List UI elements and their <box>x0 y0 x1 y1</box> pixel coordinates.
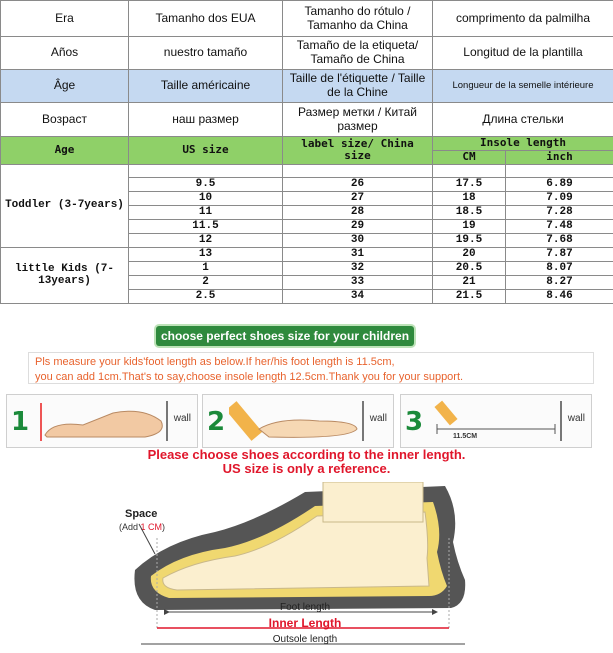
instruction-line-2: you can add 1cm.That's to say,choose insole length 12.5cm.Thank you for your support. <box>35 371 464 383</box>
cell-inch: 8.46 <box>506 289 613 303</box>
header-row-portuguese <box>1 1 613 37</box>
add-label-value: 1 CM <box>140 522 163 532</box>
cell-cm: 20.5 <box>433 261 506 275</box>
header-label-size-en: label size/ China size <box>283 137 433 165</box>
cell-cm: 21 <box>433 275 506 289</box>
cell-us-size: 1 <box>129 261 283 275</box>
cell-us-size: 13 <box>129 247 283 261</box>
inner-length-notice <box>0 448 613 476</box>
header-label-size-es: Tamaño de la etiqueta/ Tamaño de China <box>283 37 433 70</box>
cell-us-size: 2.5 <box>129 289 283 303</box>
cell-china-size: 26 <box>283 177 433 191</box>
cell-cm: 18 <box>433 191 506 205</box>
add-label-prefix: (Add <box>119 522 141 532</box>
header-row-french <box>1 70 613 103</box>
table-row <box>1 247 613 261</box>
cell-cm: 21.5 <box>433 289 506 303</box>
header-age-ru: Возраст <box>1 103 129 137</box>
space-label: Space <box>125 508 158 520</box>
cell-inch: 8.27 <box>506 275 613 289</box>
group-little-kids: little Kids (7-13years) <box>1 247 129 303</box>
header-label-size-ru: Размер метки / Китай размер <box>283 103 433 137</box>
step-2 <box>202 394 394 448</box>
step-1 <box>6 394 198 448</box>
cell-china-size: 34 <box>283 289 433 303</box>
group-toddler: Toddler (3-7years) <box>1 164 129 247</box>
step-number: 2 <box>207 407 226 437</box>
header-age-pt: Era <box>1 1 129 37</box>
header-age-es: Años <box>1 37 129 70</box>
cell-cm: 17.5 <box>433 177 506 191</box>
header-insole-pt: comprimento da palmilha <box>433 1 613 37</box>
cell-us-size: 11.5 <box>129 219 283 233</box>
header-row-spanish <box>1 37 613 70</box>
cell-inch: 7.68 <box>506 233 613 247</box>
cell-china-size: 27 <box>283 191 433 205</box>
cell-cm: 19 <box>433 219 506 233</box>
cell-cm: 19.5 <box>433 233 506 247</box>
foot-on-paper-icon <box>33 399 173 443</box>
cell-china-size: 28 <box>283 205 433 219</box>
header-us-size-en: US size <box>129 137 283 165</box>
header-age-fr: Âge <box>1 70 129 103</box>
header-us-size-fr: Taille américaine <box>129 70 283 103</box>
header-us-size-pt: Tamanho dos EUA <box>129 1 283 37</box>
header-insole-es: Longitud de la plantilla <box>433 37 613 70</box>
header-row-english <box>1 137 613 151</box>
cell-china-size: 33 <box>283 275 433 289</box>
cell-inch: 6.89 <box>506 177 613 191</box>
header-unit-inch: inch <box>506 151 613 165</box>
cell-us-size: 11 <box>129 205 283 219</box>
add-label-suffix: ) <box>162 522 166 532</box>
inner-length-label: Inner Length <box>268 616 342 630</box>
notice-line-2: US size is only a reference. <box>222 461 391 476</box>
notice-line-1: Please choose shoes according to the inner length. <box>147 447 466 462</box>
cell-us-size: 12 <box>129 233 283 247</box>
cell-china-size: 32 <box>283 261 433 275</box>
cell-cm: 20 <box>433 247 506 261</box>
cell-china-size: 31 <box>283 247 433 261</box>
header-insole-ru: Длина стельки <box>433 103 613 137</box>
ruler-mark-label: 11.5CM <box>453 433 478 440</box>
header-label-size-pt: Tamanho do rótulo / Tamanho da China <box>283 1 433 37</box>
header-age-en: Age <box>1 137 129 165</box>
size-guide-panel <box>0 322 613 653</box>
header-us-size-ru: наш размер <box>129 103 283 137</box>
shoe-diagram <box>95 482 515 653</box>
wall-label: wall <box>567 413 585 424</box>
header-row-russian <box>1 103 613 137</box>
cell-china-size: 29 <box>283 219 433 233</box>
cell-us-size: 2 <box>129 275 283 289</box>
header-insole-fr: Longueur de la semelle intérieure <box>433 70 613 103</box>
size-chart-table <box>0 0 613 304</box>
cell-inch: 7.48 <box>506 219 613 233</box>
outsole-length-label: Outsole length <box>272 634 338 645</box>
ruler-measure-icon <box>427 399 567 443</box>
measure-instructions <box>28 352 594 384</box>
step-number: 1 <box>11 407 30 437</box>
cell-us-size: 9.5 <box>129 177 283 191</box>
step-3 <box>400 394 592 448</box>
wall-label: wall <box>173 413 191 424</box>
foot-length-label: Foot length <box>279 602 331 613</box>
cell-inch: 7.28 <box>506 205 613 219</box>
cell-inch: 7.87 <box>506 247 613 261</box>
cell-us-size: 10 <box>129 191 283 205</box>
instruction-line-1: Pls measure your kids'foot length as below.If her/his foot length is 11.5cm, <box>35 356 395 368</box>
pencil-trace-icon <box>229 399 369 443</box>
cell-china-size: 30 <box>283 233 433 247</box>
header-label-size-fr: Taille de l'étiquette / Taille de la Chine <box>283 70 433 103</box>
cell-inch: 7.09 <box>506 191 613 205</box>
cell-inch: 8.07 <box>506 261 613 275</box>
header-insole-en: Insole length <box>433 137 613 151</box>
guide-banner: choose perfect shoes size for your children <box>156 326 414 346</box>
table-row-spacer <box>1 164 613 177</box>
cell-cm: 18.5 <box>433 205 506 219</box>
header-unit-cm: CM <box>433 151 506 165</box>
step-number: 3 <box>405 407 424 437</box>
wall-label: wall <box>369 413 387 424</box>
header-us-size-es: nuestro tamaño <box>129 37 283 70</box>
